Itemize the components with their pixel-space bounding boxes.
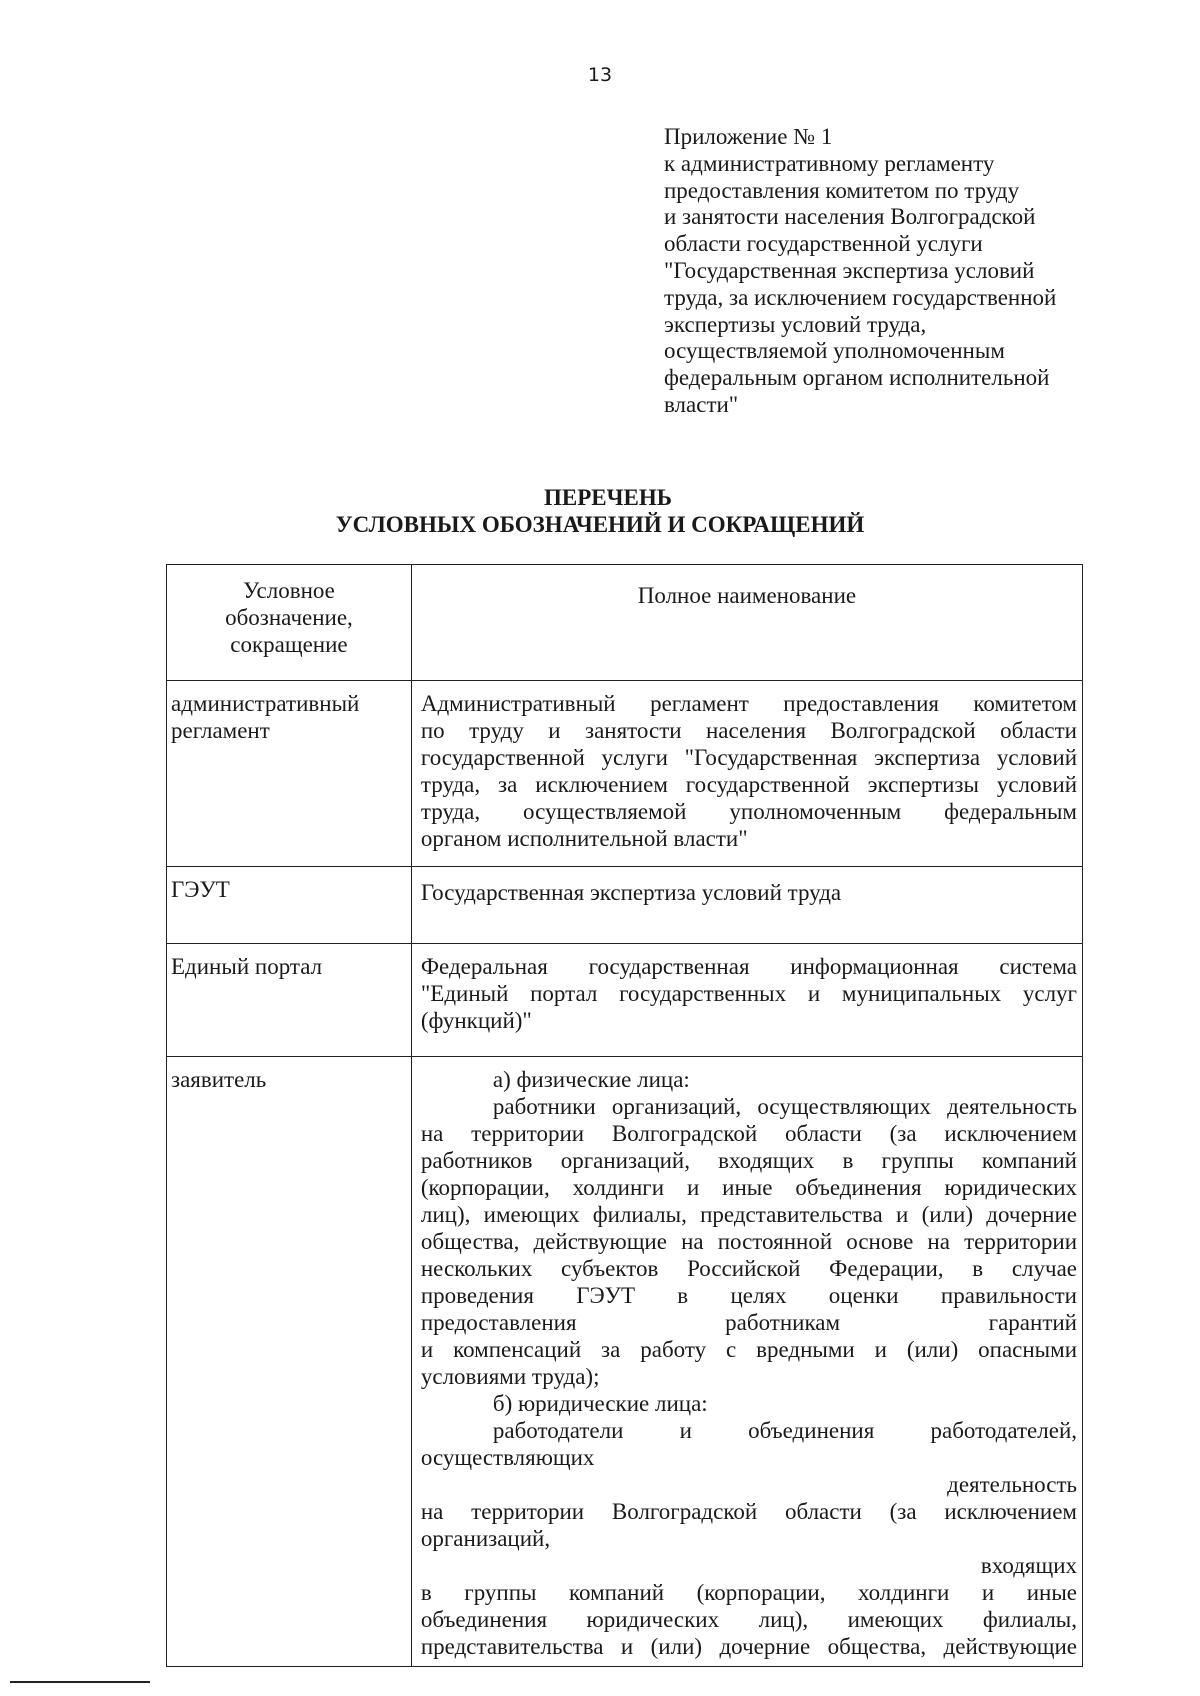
header-term-line: обозначение, [225,605,353,630]
definition-line: труда, за исключением государственной экспертизы условий [420,772,1077,797]
definition-cell [411,681,1082,867]
term-cell [167,867,412,944]
definition-line: проведения ГЭУТ в целях оценки правильности [420,1283,1077,1308]
definition-line: труда, осуществляемой уполномоченным федеральным [420,799,1077,824]
appendix-line: области государственной услуги [664,231,983,257]
appendix-line: Приложение № 1 [664,124,833,149]
definition-line: по труду и занятости населения Волгоградской области [420,718,1077,743]
definition-line: б) юридические лица: [492,1391,708,1416]
document-title [0,484,1200,538]
definition-line: в группы компаний (корпорации, холдинги и иные [420,1580,1077,1605]
appendix-line: предоставления комитетом по труду [664,177,1020,203]
appendix-line: "Государственная экспертиза условий [664,257,1035,283]
definition-cell [411,867,1082,944]
title-line-1: ПЕРЕЧЕНЬ [544,485,672,510]
term-line: регламент [171,718,270,743]
appendix-line: федеральным органом исполнительной [664,365,1050,391]
definition-line: Федеральная государственная информационная система [420,954,1077,979]
definition-line: а) физические лица: [492,1067,690,1092]
definition-line: государственной услуги "Государственная экспертиза условий [420,745,1077,770]
appendix-line: и занятости населения Волгоградской [664,204,1036,230]
appendix-line: власти" [664,391,739,417]
definition-line: и компенсаций за работу с вредными и (или) опасными [420,1337,1077,1362]
definition-cell [411,1057,1082,1667]
term-line: Единый портал [171,954,323,979]
page-number: 13 [587,64,613,86]
definition-line: нескольких субъектов Российской Федерации, в случае [420,1256,1077,1281]
definition-line: условиями труда); [420,1364,600,1389]
appendix-line: экспертизы условий труда, [664,311,927,337]
term-line: заявитель [171,1067,267,1092]
definition-cell [411,944,1082,1057]
definition-line: входящих [980,1553,1077,1578]
table-row [167,867,1083,944]
definition-line: объединения юридических лиц), имеющих филиалы, [420,1607,1077,1632]
table-header-row [167,565,1083,681]
appendix-line: труда, за исключением государственной [664,284,1057,310]
footnote-separator [10,1681,150,1683]
definition-line: "Единый портал государственных и муниципальных услуг [420,981,1077,1006]
table-row [167,681,1083,867]
definition-line: лиц), имеющих филиалы, представительства и (или) дочерние [420,1202,1077,1227]
term-cell [167,944,412,1057]
definition-line: общества, действующие на постоянной основе на территории [420,1229,1077,1254]
header-term-line: сокращение [230,632,348,657]
title-line-2: УСЛОВНЫХ ОБОЗНАЧЕНИЙ И СОКРАЩЕНИЙ [335,512,865,537]
term-line: ГЭУТ [171,877,230,902]
definition-line: организаций, [420,1526,551,1551]
term-cell [167,1057,412,1667]
definition-line: осуществляющих [420,1445,595,1470]
definition-line: представительства и (или) дочерние общества, действующие [420,1634,1077,1659]
definition-line: Государственная экспертиза условий труда [420,880,842,905]
definition-line: деятельность [947,1472,1077,1497]
table-row [167,944,1083,1057]
definition-line: работники организаций, осуществляющих деятельность [492,1094,1077,1119]
table-row [167,1057,1083,1667]
appendix-line: осуществляемой уполномоченным [664,338,1005,364]
term-cell [167,681,412,867]
definition-line: Административный регламент предоставления комитетом [420,691,1077,716]
definition-line: на территории Волгоградской области (за исключением [420,1499,1077,1524]
definition-line: предоставления работникам гарантий [420,1310,1077,1335]
header-term [167,565,412,681]
term-line: административный [171,691,360,716]
abbreviations-table [166,564,1083,1667]
definition-line: (функций)" [420,1008,532,1033]
appendix-line: к административному регламенту [664,150,995,176]
appendix-reference [664,124,1094,419]
header-definition: Полное наименование [411,565,1082,681]
definition-line: работодатели и объединения работодателей, [492,1418,1077,1443]
definition-line: на территории Волгоградской области (за исключением [420,1121,1077,1146]
definition-line: (корпорации, холдинги и иные объединения юридических [420,1175,1077,1200]
definition-line: органом исполнительной власти" [420,826,748,851]
header-term-line: Условное [243,578,335,603]
definition-line: работников организаций, входящих в группы компаний [420,1148,1077,1173]
